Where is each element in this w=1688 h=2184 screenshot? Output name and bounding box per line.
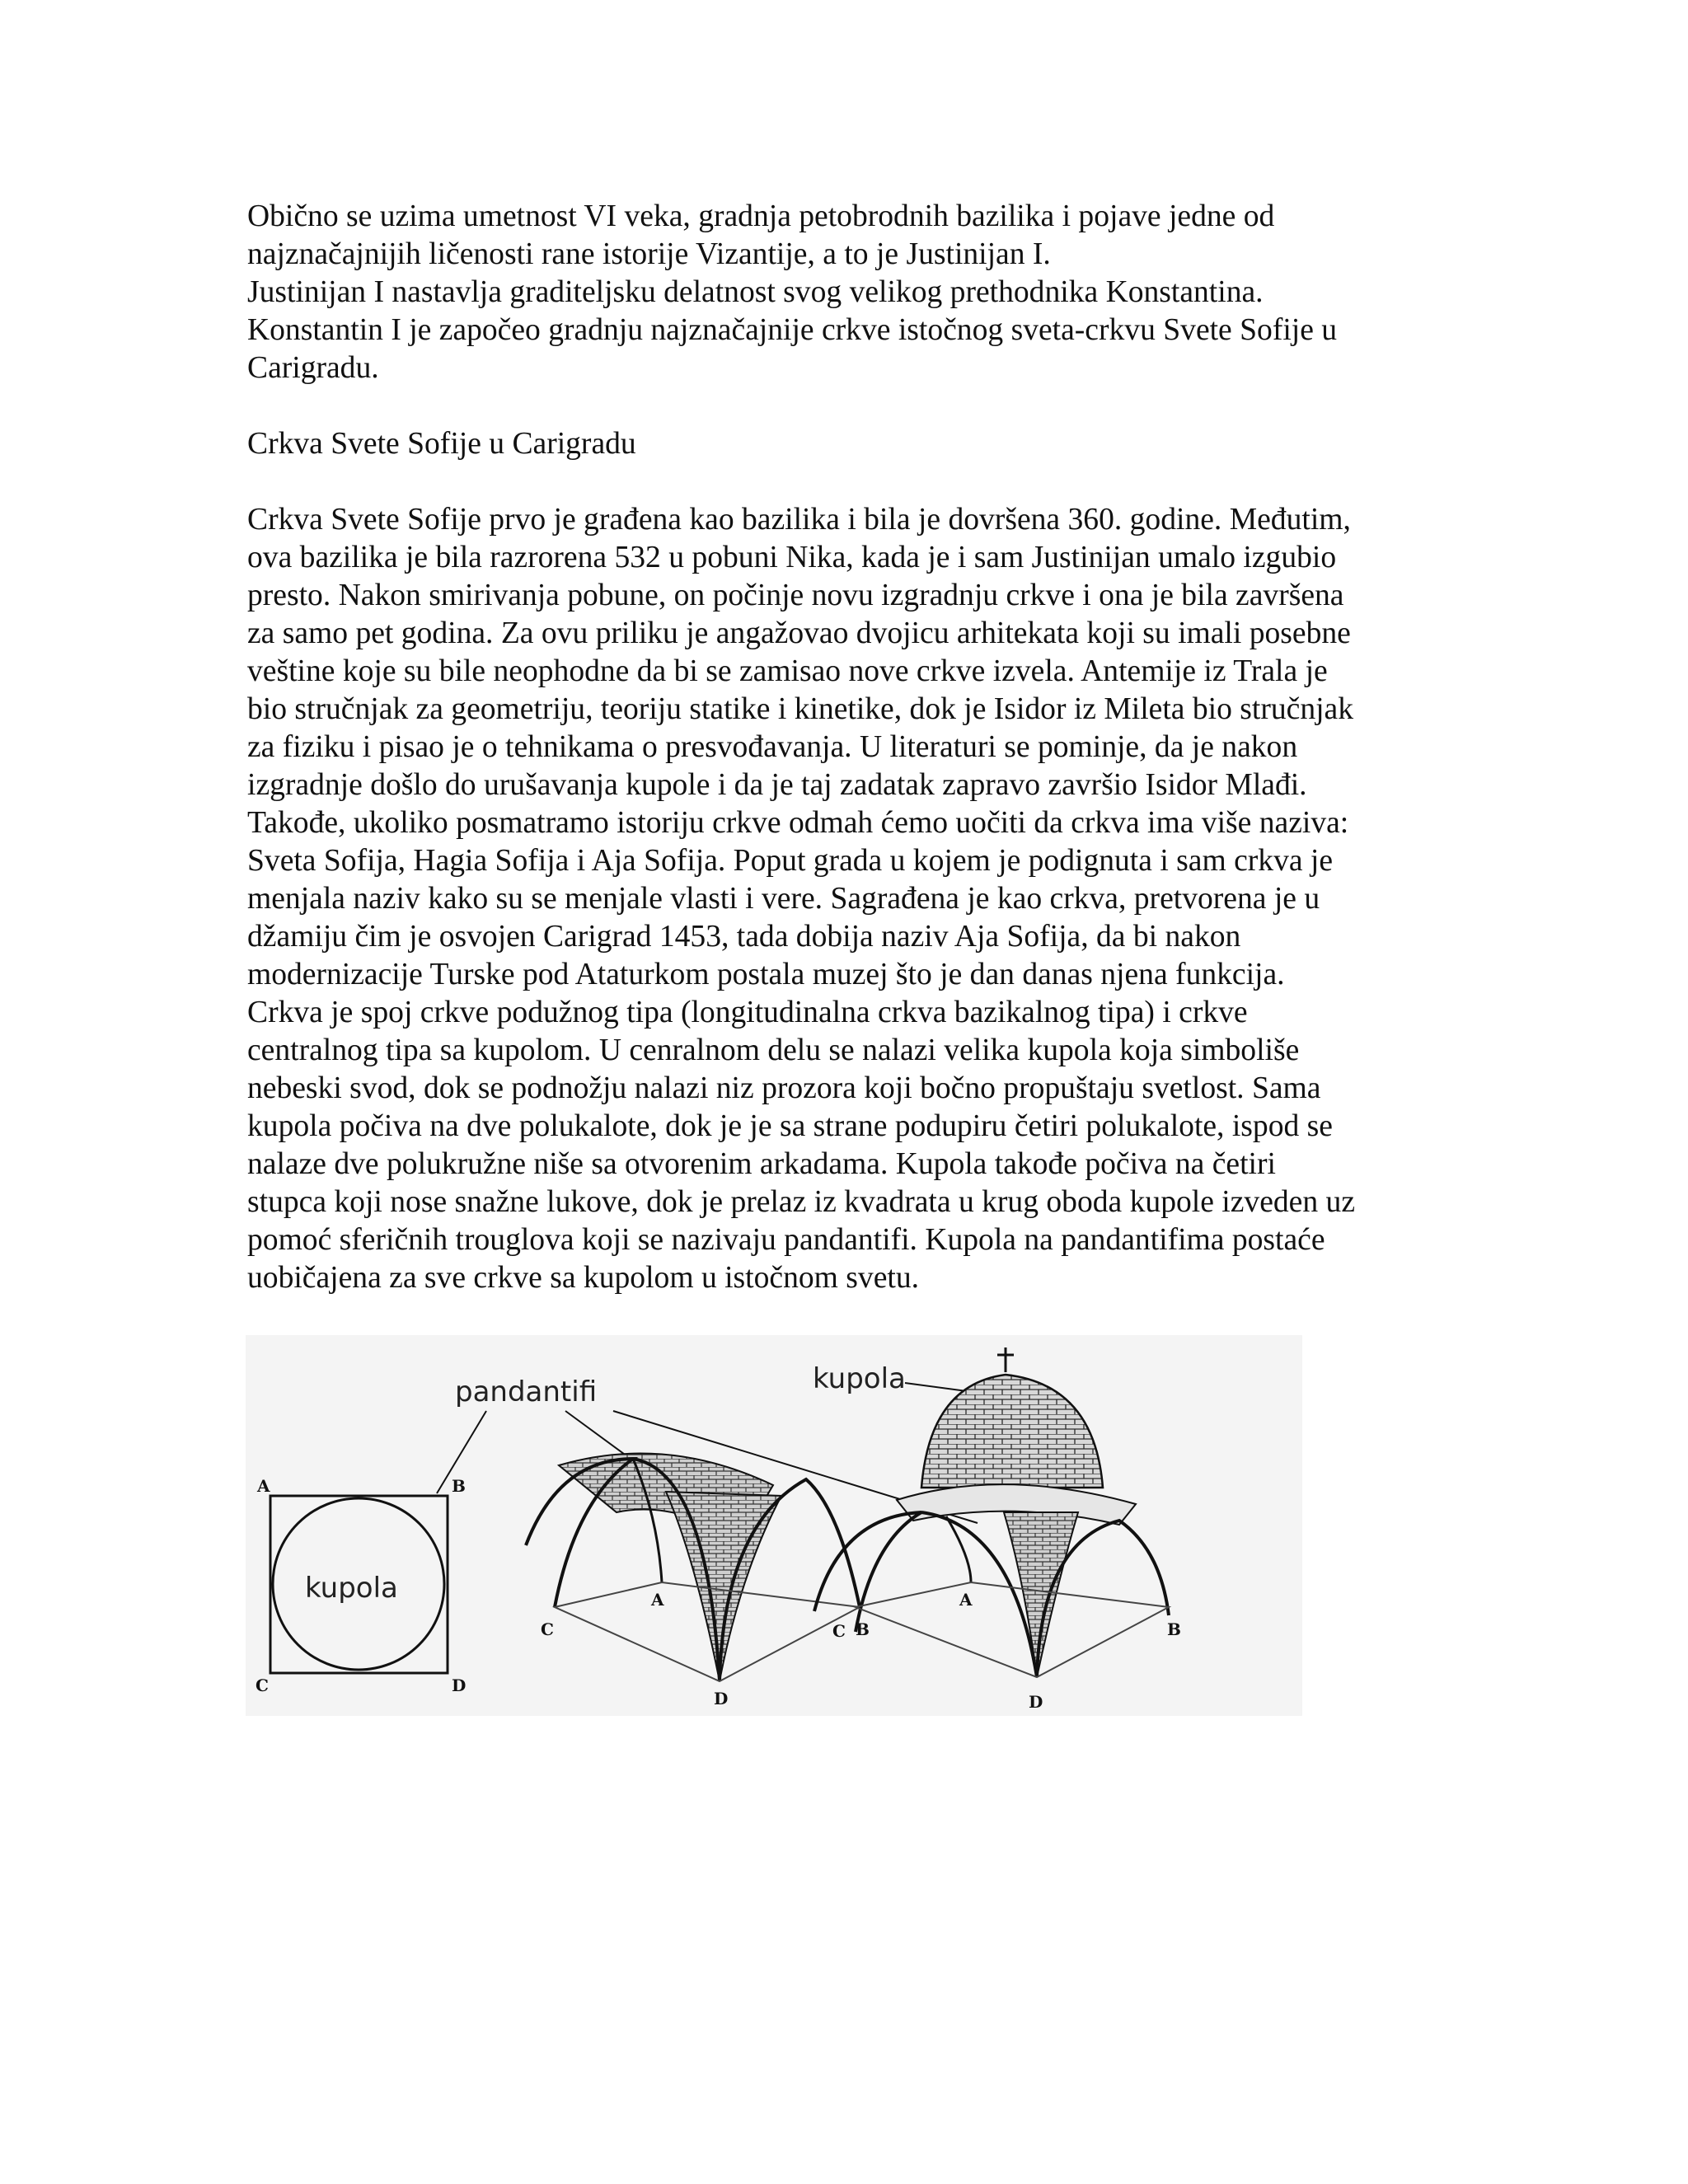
- intro-line: Konstantin I je započeo gradnju najznačajnije crkve istočnog sveta-crkvu Svete Sofije u: [247, 313, 1338, 347]
- pendentive-diagram: [246, 1335, 1302, 1716]
- vault-corner-b: B: [856, 1619, 870, 1639]
- dome-base: [856, 1582, 1169, 1677]
- vault-corner-c: C: [541, 1619, 554, 1639]
- section-heading: Crkva Svete Sofije u Carigradu: [247, 427, 636, 461]
- dome-corner-b: B: [1167, 1619, 1181, 1639]
- dome-corner-d: D: [1029, 1692, 1043, 1712]
- pendentive-vault: [526, 1454, 870, 1708]
- plan-corner-a: A: [257, 1476, 270, 1496]
- plan-corner-b: B: [452, 1476, 466, 1496]
- body-line: Takođe, ukoliko posmatramo istoriju crkve odmah ćemo uočiti da crkva ima više naziva:: [247, 806, 1349, 840]
- body-line: za fiziku i pisao je o tehnikama o presvođavanja. U literaturi se pominje, da je nakon: [247, 730, 1298, 764]
- pandantifi-label: pandantifi: [455, 1376, 598, 1408]
- body-line: Sveta Sofija, Hagia Sofija i Aja Sofija. Poput grada u kojem je podignuta i sam crkva je: [247, 844, 1334, 878]
- body-line: džamiju čim je osvojen Carigrad 1453, tada dobija naziv Aja Sofija, da bi nakon: [247, 920, 1241, 954]
- document-text: [247, 198, 1467, 1297]
- plan-kupola-label: kupola: [305, 1572, 398, 1605]
- body-line: veštine koje su bile neophodne da bi se zamisao nove crkve izvela. Antemije iz Trala je: [247, 654, 1328, 688]
- intro-line: najznačajnijih ličenosti rane istorije Vizantije, a to je Justinijan I.: [247, 237, 1051, 271]
- body-line: Crkva je spoj crkve podužnog tipa (longitudinalna crkva bazikalnog tipa) i crkve: [247, 996, 1248, 1029]
- plan-corner-c: C: [256, 1675, 269, 1695]
- body-line: kupola počiva na dve polukalote, dok je je sa strane podupiru četiri polukalote, ispod se: [247, 1109, 1333, 1143]
- body-line: stupca koji nose snažne lukove, dok je prelaz iz kvadrata u krug oboda kupole izveden uz: [247, 1185, 1356, 1219]
- body-line: presto. Nakon smirivanja pobune, on počinje novu izgradnju crkve i ona je bila završena: [247, 579, 1344, 612]
- body-line: nalaze dve polukružne niše sa otvorenim arkadama. Kupola takođe počiva na četiri: [247, 1147, 1276, 1181]
- vault-corner-d: D: [714, 1689, 729, 1708]
- body-line: nebeski svod, dok se podnožju nalazi niz prozora koji bočno propuštaju svetlost. Sama: [247, 1071, 1321, 1105]
- body-line: Crkva Svete Sofije prvo je građena kao bazilika i bila je dovršena 360. godine. Međutim,: [247, 503, 1351, 537]
- body-line: centralnog tipa sa kupolom. U cenralnom delu se nalazi velika kupola koja simboliše: [247, 1033, 1300, 1067]
- intro-line: Carigradu.: [247, 351, 379, 385]
- body-line: izgradnje došlo do urušavanja kupole i da je taj zadatak zapravo završio Isidor Mlađi.: [247, 768, 1307, 802]
- vault-pendentive: [666, 1492, 781, 1681]
- body-line: modernizacije Turske pod Ataturkom postala muzej što je dan danas njena funkcija.: [247, 958, 1285, 991]
- dome: [921, 1375, 1103, 1488]
- dome-on-pendentives: [814, 1347, 1181, 1712]
- dome-arch: [814, 1512, 921, 1632]
- dome-corner-c: C: [832, 1621, 846, 1641]
- body-line: pomoć sferičnih trouglova koji se nazivaju pandantifi. Kupola na pandantifima postaće: [247, 1223, 1325, 1257]
- intro-line: Obično se uzima umetnost VI veka, gradnja petobrodnih bazilika i pojave jedne od: [247, 199, 1275, 233]
- plan-corner-d: D: [452, 1675, 467, 1695]
- intro-line: Justinijan I nastavlja graditeljsku delatnost svog velikog prethodnika Konstantina.: [247, 275, 1264, 309]
- body-line: uobičajena za sve crkve sa kupolom u istočnom svetu.: [247, 1261, 920, 1295]
- vault-corner-a: A: [651, 1590, 664, 1610]
- body-line: ova bazilika je bila razrorena 532 u pobuni Nika, kada je i sam Justinijan umalo izgubio: [247, 541, 1337, 574]
- cross-icon: [997, 1347, 1014, 1372]
- kupola-top-label: kupola: [813, 1362, 906, 1395]
- plan-view: [256, 1476, 466, 1695]
- body-line: bio stručnjak za geometriju, teoriju statike i kinetike, dok je Isidor iz Mileta bio stručnjak: [247, 692, 1354, 726]
- body-line: menjala naziv kako su se menjale vlasti i vere. Sagrađena je kao crkva, pretvorena je u: [247, 882, 1320, 916]
- body-line: za samo pet godina. Za ovu priliku je angažovao dvojicu arhitekata koji su imali posebne: [247, 616, 1351, 650]
- pendentive-diagram-svg: [246, 1335, 1302, 1716]
- dome-corner-a: A: [959, 1590, 973, 1610]
